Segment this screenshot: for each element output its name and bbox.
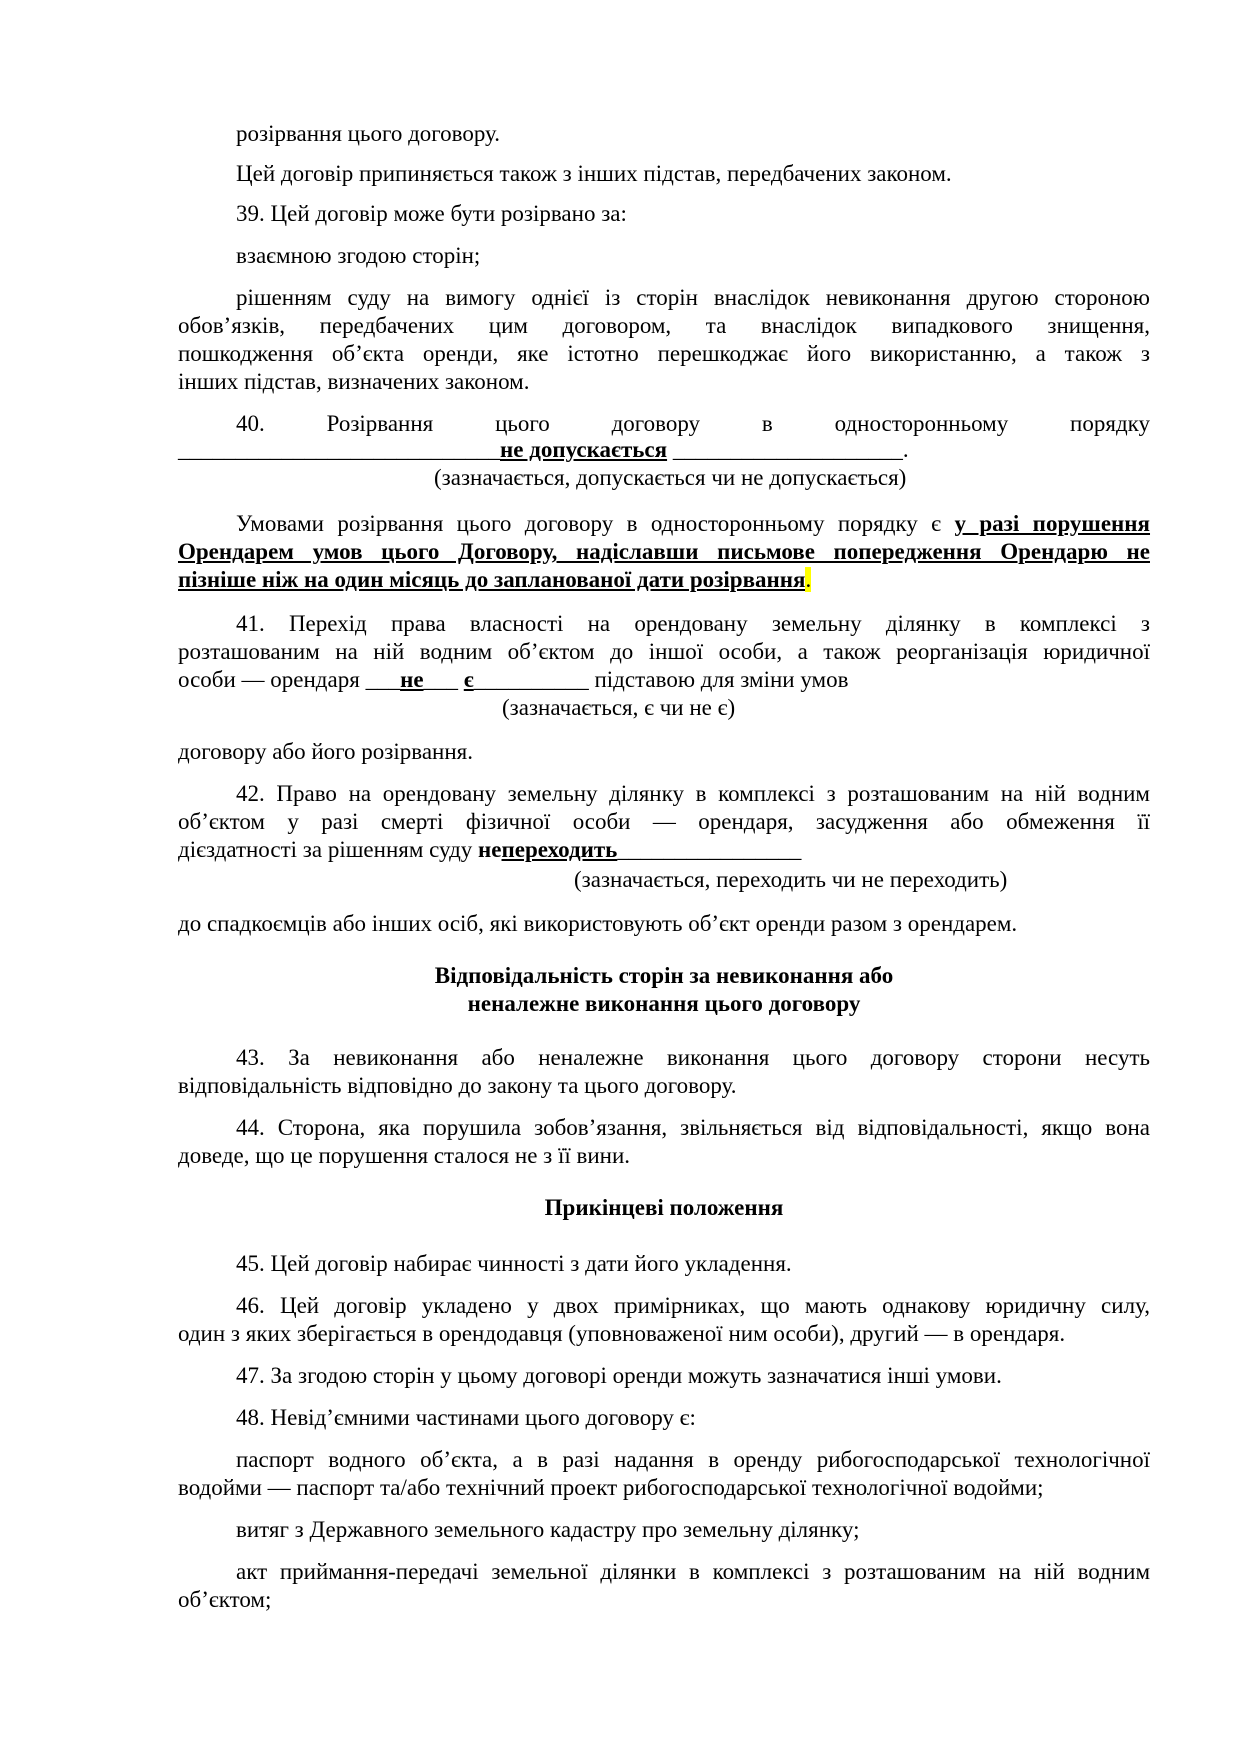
paragraph-line: водойми — паспорт та/або технічний проект рибогосподарської технологічної водойми; xyxy=(178,1475,1044,1500)
section-heading: Відповідальність сторін за невиконання або xyxy=(434,963,894,988)
paragraph-line: розташованим на ній водним об’єктом до іншої особи, а також реорганізація юридичної xyxy=(178,639,1150,664)
paragraph-line: доведе, що це порушення сталося не з її вини. xyxy=(178,1143,631,1168)
field-hint: (зазначається, допускається чи не допускається) xyxy=(434,465,907,490)
list-item: взаємною згодою сторін; xyxy=(236,243,481,268)
field-hint: (зазначається, переходить чи не переходить) xyxy=(574,867,1008,892)
list-item: витяг з Державного земельного кадастру про земельну ділянку; xyxy=(236,1517,860,1542)
paragraph-line: Цей договір припиняється також з інших підстав, передбачених законом. xyxy=(236,161,952,186)
filled-value: не xyxy=(400,667,424,692)
text: особи — орендаря xyxy=(178,667,360,692)
list-item: паспорт водного об’єкта, а в разі надання в оренду рибогосподарської технологічної xyxy=(236,1447,1150,1472)
clause-40-fill-line xyxy=(178,436,909,464)
paragraph-line: відповідальність відповідно до закону та цього договору. xyxy=(178,1073,737,1098)
paragraph-line: інших підстав, визначених законом. xyxy=(178,369,530,394)
conditions-value: пізніше ніж на один місяць до запланованої дати розірвання xyxy=(178,567,806,592)
paragraph-line: до спадкоємців або інших осіб, які використовують об’єкт оренди разом з орендарем. xyxy=(178,911,1018,936)
blank-line: __________ xyxy=(473,667,589,692)
filled-value: не xyxy=(478,837,502,862)
punctuation: . xyxy=(902,437,909,462)
section-heading: Прикінцеві положення xyxy=(544,1195,784,1220)
blank-line: ___ xyxy=(365,667,401,692)
clause-43: 43. За невиконання або неналежне виконання цього договору сторони несуть xyxy=(236,1045,1150,1070)
text: дієздатності за рішенням суду xyxy=(178,837,473,862)
blank-line: ____________________ xyxy=(672,437,903,462)
filled-value: переходить xyxy=(501,837,618,862)
conditions-line xyxy=(178,566,811,594)
paragraph-line: один з яких зберігається в орендодавця (уповноваженої ним особи), другий — в орендаря. xyxy=(178,1321,1066,1346)
filled-value: не допускається xyxy=(500,437,668,462)
paragraph-line: об’єктом; xyxy=(178,1587,272,1612)
clause-40: 40. Розірвання цього договору в односторонньому порядку xyxy=(236,411,1150,436)
blank-line: ____________________________ xyxy=(178,437,500,462)
clause-42-fill-line xyxy=(178,836,801,864)
conditions-line xyxy=(178,538,1150,566)
clause-44: 44. Сторона, яка порушила зобов’язання, звільняється від відповідальності, якщо вона xyxy=(236,1115,1150,1140)
list-item: акт приймання-передачі земельної ділянки в комплексі з розташованим на ній водним xyxy=(236,1559,1150,1584)
paragraph-line: розірвання цього договору. xyxy=(236,121,501,146)
clause-47: 47. За згодою сторін у цьому договорі оренди можуть зазначатися інші умови. xyxy=(236,1363,1002,1388)
section-heading: неналежне виконання цього договору xyxy=(467,991,861,1016)
conditions-intro: Умовами розірвання цього договору в односторонньому порядку є xyxy=(236,511,942,536)
filled-value: є xyxy=(463,667,474,692)
clause-39: 39. Цей договір може бути розірвано за: xyxy=(236,201,627,226)
paragraph-line: договору або його розірвання. xyxy=(178,739,473,764)
text: підставою для зміни умов xyxy=(594,667,849,692)
clause-45: 45. Цей договір набирає чинності з дати його укладення. xyxy=(236,1251,792,1276)
clause-46: 46. Цей договір укладено у двох примірниках, що мають однакову юридичну силу, xyxy=(236,1293,1150,1318)
paragraph-line: рішенням суду на вимогу однієї із сторін внаслідок невиконання другою стороною xyxy=(236,285,1150,310)
paragraph-line: обов’язків, передбачених цим договором, та внаслідок випадкового знищення, xyxy=(178,313,1150,338)
blank-line: ________________ xyxy=(617,837,802,862)
termination-conditions xyxy=(236,510,1150,538)
field-hint: (зазначається, є чи не є) xyxy=(502,695,736,720)
clause-41-fill-line xyxy=(178,666,848,694)
clause-48: 48. Невід’ємними частинами цього договору є: xyxy=(236,1405,696,1430)
conditions-value: у разі порушення xyxy=(954,511,1151,536)
paragraph-line: об’єктом у разі смерті фізичної особи — орендаря, засудження або обмеження її xyxy=(178,809,1150,834)
paragraph-line: пошкодження об’єкта оренди, яке істотно перешкоджає його використанню, а також з xyxy=(178,341,1150,366)
highlight-mark: . xyxy=(805,567,812,592)
blank-line: ___ xyxy=(423,667,459,692)
clause-41: 41. Перехід права власності на орендовану земельну ділянку в комплексі з xyxy=(236,611,1150,636)
conditions-value: Орендарем умов цього Договору, надіславши письмове попередження Орендарю не xyxy=(178,539,1150,564)
clause-42: 42. Право на орендовану земельну ділянку в комплексі з розташованим на ній водним xyxy=(236,781,1150,806)
